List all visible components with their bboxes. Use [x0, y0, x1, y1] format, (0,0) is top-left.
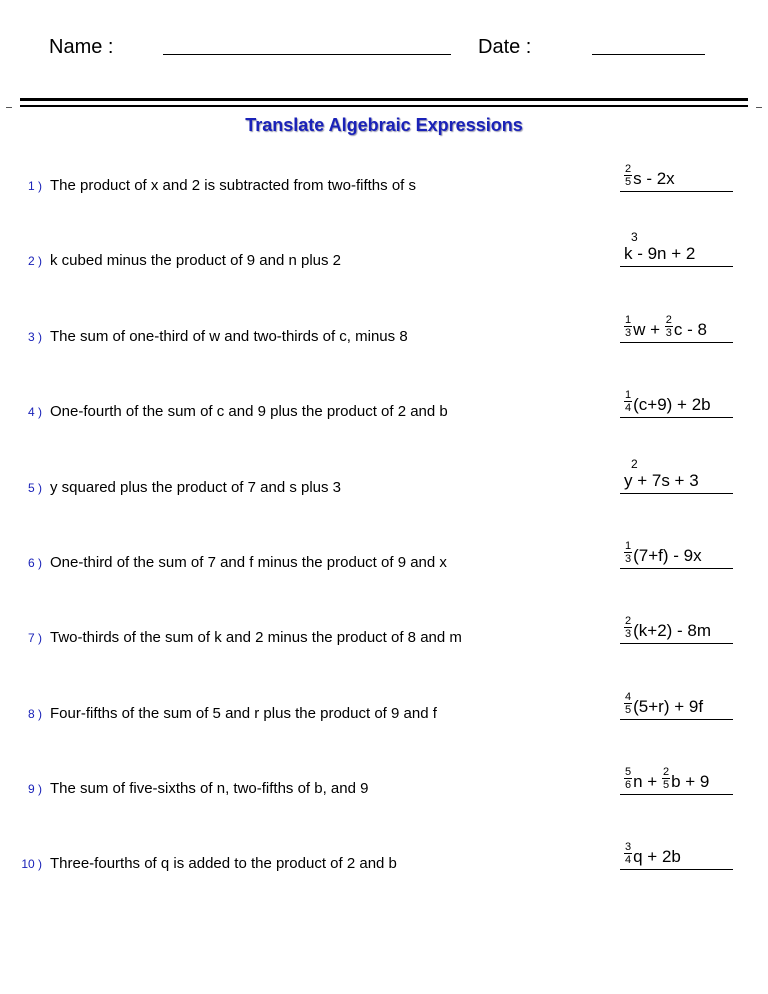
- question-number: 5 ): [27, 481, 42, 495]
- question-text: Three-fourths of q is added to the product of 2 and b: [50, 855, 397, 872]
- power-base: k: [624, 244, 633, 263]
- question-number: 7 ): [27, 631, 42, 645]
- question-text: Two-thirds of the sum of k and 2 minus the product of 8 and m: [50, 629, 462, 646]
- question-row: [0, 841, 768, 915]
- answer-expression: [624, 163, 675, 189]
- name-field-line[interactable]: [163, 54, 451, 55]
- worksheet-title: Translate Algebraic Expressions: [245, 115, 523, 135]
- answer-line[interactable]: [620, 756, 733, 795]
- name-label: Name :: [49, 36, 114, 58]
- answer-expression: [624, 389, 711, 415]
- fraction-numerator: 1: [625, 389, 632, 401]
- fraction-numerator: 1: [625, 540, 632, 552]
- fraction-numerator: 5: [625, 766, 632, 778]
- question-text: One-fourth of the sum of c and 9 plus the product of 2 and b: [50, 403, 448, 420]
- date-field-line[interactable]: [592, 54, 705, 55]
- answer-line[interactable]: [620, 530, 733, 569]
- question-number: 4 ): [27, 405, 42, 419]
- question-number: 8 ): [27, 707, 42, 721]
- fraction: [624, 841, 632, 866]
- question-text: Four-fifths of the sum of 5 and r plus the product of 9 and f: [50, 705, 437, 722]
- answer-expression: [624, 691, 703, 717]
- answer-text: (k+2) - 8m: [633, 621, 712, 640]
- answer-text: w +: [633, 320, 665, 339]
- fraction: [624, 540, 632, 565]
- question-text: The product of x and 2 is subtracted from two-fifths of s: [50, 177, 416, 194]
- power-term: [624, 230, 638, 264]
- question-text: k cubed minus the product of 9 and n plus 2: [50, 252, 342, 269]
- question-text: The sum of one-third of w and two-thirds of c, minus 8: [50, 328, 408, 345]
- date-label: Date :: [478, 36, 532, 58]
- power-base: y: [624, 471, 633, 490]
- answer-line[interactable]: [620, 153, 733, 192]
- answer-expression: [624, 314, 707, 340]
- answer-expression: [624, 457, 699, 491]
- power-term: [624, 457, 638, 491]
- answer-text: (c+9) + 2b: [633, 395, 711, 414]
- answer-text: q + 2b: [633, 847, 681, 866]
- fraction-numerator: 4: [625, 691, 632, 703]
- fraction: [624, 163, 632, 188]
- power-exponent: 2: [631, 457, 638, 471]
- answer-line[interactable]: [620, 455, 733, 494]
- fraction-denominator: 3: [625, 553, 632, 565]
- question-number: 6 ): [27, 556, 42, 570]
- question-row: [0, 615, 768, 689]
- question-number: 2 ): [27, 254, 42, 268]
- fraction-denominator: 5: [625, 704, 632, 716]
- answer-expression: [624, 615, 711, 641]
- question-number: 9 ): [27, 782, 42, 796]
- question-number: 3 ): [27, 330, 42, 344]
- fraction-denominator: 6: [625, 779, 632, 791]
- answer-line[interactable]: [620, 228, 733, 267]
- answer-line[interactable]: [620, 605, 733, 644]
- question-text: y squared plus the product of 7 and s plus 3: [50, 479, 342, 496]
- fraction-numerator: 2: [665, 314, 672, 326]
- power-exponent: 3: [631, 230, 638, 244]
- fraction-denominator: 3: [625, 327, 632, 339]
- question-text: One-third of the sum of 7 and f minus the product of 9 and x: [50, 554, 447, 571]
- fraction-numerator: 2: [662, 766, 670, 778]
- fraction: [662, 766, 670, 791]
- left-edge-tick: [6, 107, 12, 108]
- question-text: The sum of five-sixths of n, two-fifths of b, and 9: [50, 780, 369, 797]
- question-number: 10 ): [21, 857, 42, 871]
- answer-expression: [624, 540, 702, 566]
- fraction: [624, 615, 632, 640]
- answer-text: - 9n + 2: [632, 244, 696, 263]
- question-row: [0, 230, 768, 312]
- fraction-denominator: 4: [625, 854, 632, 866]
- fraction-numerator: 3: [625, 841, 632, 853]
- header-divider-bar: [20, 98, 748, 107]
- fraction: [665, 314, 673, 339]
- fraction-denominator: 5: [625, 176, 632, 188]
- fraction: [624, 766, 632, 791]
- answer-expression: [624, 841, 681, 867]
- fraction-denominator: 3: [625, 628, 632, 640]
- fraction-denominator: 3: [665, 327, 672, 339]
- answer-line[interactable]: [620, 681, 733, 720]
- fraction: [624, 691, 632, 716]
- question-row: [0, 389, 768, 463]
- fraction: [624, 389, 632, 414]
- answer-text: n +: [633, 772, 662, 791]
- answer-line[interactable]: [620, 304, 733, 343]
- fraction-numerator: 2: [625, 615, 632, 627]
- fraction-numerator: 2: [625, 163, 632, 175]
- right-edge-tick: [756, 107, 762, 108]
- fraction: [624, 314, 632, 339]
- answer-text: s - 2x: [633, 169, 675, 188]
- answer-expression: [624, 766, 709, 792]
- answer-line[interactable]: [620, 831, 733, 870]
- answer-text: c - 8: [673, 320, 707, 339]
- fraction-denominator: 4: [625, 402, 632, 414]
- answer-text: b + 9: [671, 772, 710, 791]
- fraction-numerator: 1: [625, 314, 632, 326]
- answer-line[interactable]: [620, 379, 733, 418]
- answer-text: (7+f) - 9x: [633, 546, 702, 565]
- fraction-denominator: 5: [662, 779, 670, 791]
- question-number: 1 ): [27, 179, 42, 193]
- answer-text: + 7s + 3: [632, 471, 699, 490]
- answer-text: (5+r) + 9f: [633, 697, 704, 716]
- answer-expression: [624, 230, 696, 264]
